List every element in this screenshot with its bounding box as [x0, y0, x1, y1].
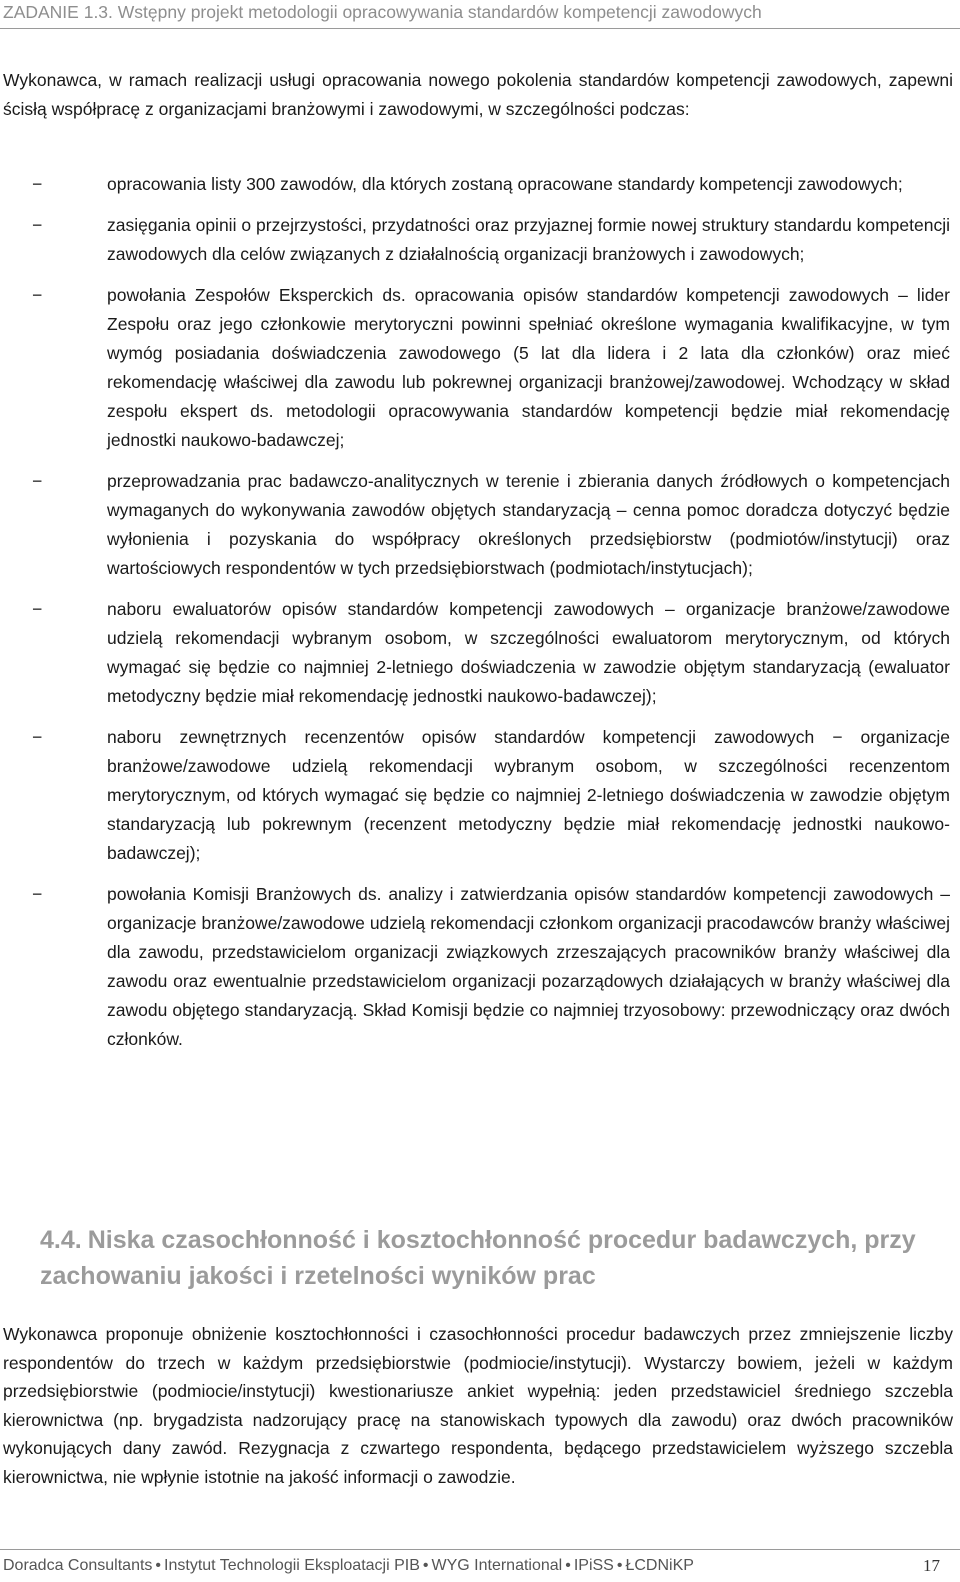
bullet-dash: −: [32, 471, 43, 491]
bullet-separator-icon: •: [155, 1557, 162, 1574]
bullet-list: [0, 170, 960, 1066]
list-item-text: zasięgania opinii o przejrzystości, przydatności oraz przyjaznej formie nowej struktury standardu kompetencji zawodowych dla celów związanych z działalnością organizacji branżowych i zawodowych;: [107, 215, 950, 264]
list-item: [0, 211, 950, 269]
page-number: 17: [923, 1556, 940, 1575]
bullet-dash: −: [32, 174, 43, 194]
footer-partner: IPiSS: [573, 1557, 614, 1574]
footer-partner: Doradca Consultants: [3, 1557, 153, 1574]
page-footer: [0, 1549, 960, 1582]
list-item: [0, 723, 950, 868]
list-item-text: opracowania listy 300 zawodów, dla których zostaną opracowane standardy kompetencji zawodowych;: [107, 174, 903, 194]
bullet-dash: −: [32, 215, 43, 235]
bullet-dash: −: [32, 727, 43, 747]
footer-partner: WYG International: [431, 1557, 563, 1574]
list-item: [0, 595, 950, 711]
section-heading: [40, 1222, 940, 1294]
section-title: Niska czasochłonność i kosztochłonność procedur badawczych, przy zachowaniu jakości i rzetelności wyników prac: [40, 1226, 916, 1290]
intro-paragraph: Wykonawca, w ramach realizacji usługi opracowania nowego pokolenia standardów kompetencji zawodowych, zapewni ścisłą współpracę z organizacjami branżowymi i zawodowymi, w szczególności podczas:: [3, 70, 953, 119]
bullet-separator-icon: •: [565, 1557, 571, 1574]
footer-partner: Instytut Technologii Eksploatacji PIB: [164, 1557, 420, 1574]
bullet-separator-icon: •: [616, 1557, 623, 1574]
list-item-text: naboru ewaluatorów opisów standardów kompetencji zawodowych – organizacje branżowe/zawodowe udzielą rekomendacji wybranym osobom, w szczególności ewaluatorom merytorycznym, od których wymagać się będzie co najmniej 2-letniego doświadczenia w zawodzie objętym standaryzacją (ewaluator metodyczny będzie miał rekomendację jednostki naukowo-badawczej);: [107, 599, 950, 706]
list-item-text: naboru zewnętrznych recenzentów opisów standardów kompetencji zawodowych − organizacje branżowe/zawodowe udzielą rekomendacji wybranym osobom, w szczególności recenzentom merytorycznym, od których wymagać się będzie co najmniej 2-letniego doświadczenia w zawodzie objętym standaryzacją lub pokrewnym (recenzent metodyczny będzie miał rekomendację jednostki naukowo-badawczej);: [107, 727, 950, 863]
page-header: [0, 0, 960, 29]
bullet-dash: −: [32, 884, 43, 904]
list-item: [0, 880, 950, 1054]
section-number: 4.4.: [40, 1226, 82, 1254]
list-item-text: przeprowadzania prac badawczo-analitycznych w terenie i zbierania danych źródłowych o kompetencjach wymaganych do wykonywania zawodów objętych standaryzacją – cenna pomoc doradcza dotyczyć będzie wyłonienia i pozyskania do współpracy określonych przedsiębiorstw (podmiotów/instytucji) oraz wartościowych respondentów w tych przedsiębiorstwach (podmiotach/instytucjach);: [107, 471, 950, 578]
list-item: [0, 467, 950, 583]
list-item-text: powołania Zespołów Eksperckich ds. opracowania opisów standardów kompetencji zawodowych – lider Zespołu oraz jego członkowie merytoryczni powinni spełniać określone wymagania kwalifikacyjne, w tym wymóg posiadania doświadczenia zawodowego (5 lat dla lidera i 2 lata dla członków) oraz mieć rekomendację właściwej dla zawodu lub pokrewnej organizacji branżowej/zawodowej. Wchodzący w skład zespołu ekspert ds. metodologii opracowywania standardów kompetencji będzie miał rekomendację jednostki naukowo-badawczej;: [107, 285, 950, 450]
body-paragraph: Wykonawca proponuje obniżenie kosztochłonności i czasochłonności procedur badawczych przez zmniejszenie liczby respondentów do trzech w każdym przedsiębiorstwie (podmiocie/instytucji). Wystarczy bowiem, jeżeli w każdym przedsiębiorstwie (podmiocie/instytucji) kwestionariusze ankiet wypełnią: jeden przedstawiciel średniego szczebla kierownictwa (np. brygadzista nadzorujący pracę na stanowiskach typowych dla zawodu) oraz dwóch pracowników wykonujących dany zawód. Rezygnacja z czwartego respondenta, będącego przedstawicielem wyższego szczebla kierownictwa, nie wpłynie istotnie na jakość informacji o zawodzie.: [3, 1324, 953, 1487]
bullet-dash: −: [32, 599, 43, 619]
list-item-text: powołania Komisji Branżowych ds. analizy i zatwierdzania opisów standardów kompetencji zawodowych – organizacje branżowe/zawodowe udzielą rekomendacji członkom organizacji pracodawców branży właściwej dla zawodu, przedstawicielom organizacji związkowych zrzeszających pracowników branży właściwej dla zawodu oraz ewentualnie przedstawicielom organizacji pozarządowych działających w branży właściwej dla zawodu objętego standaryzacją. Skład Komisji będzie co najmniej trzyosobowy: przewodniczący oraz dwóch członków.: [107, 884, 950, 1049]
list-item: [0, 170, 950, 199]
footer-partner: ŁCDNiKP: [625, 1557, 694, 1574]
footer-partners: [3, 1554, 694, 1578]
bullet-dash: −: [32, 285, 43, 305]
bullet-separator-icon: •: [422, 1557, 429, 1574]
header-title: ZADANIE 1.3. Wstępny projekt metodologii opracowywania standardów kompetencji zawodowych: [3, 2, 762, 22]
list-item: [0, 281, 950, 455]
